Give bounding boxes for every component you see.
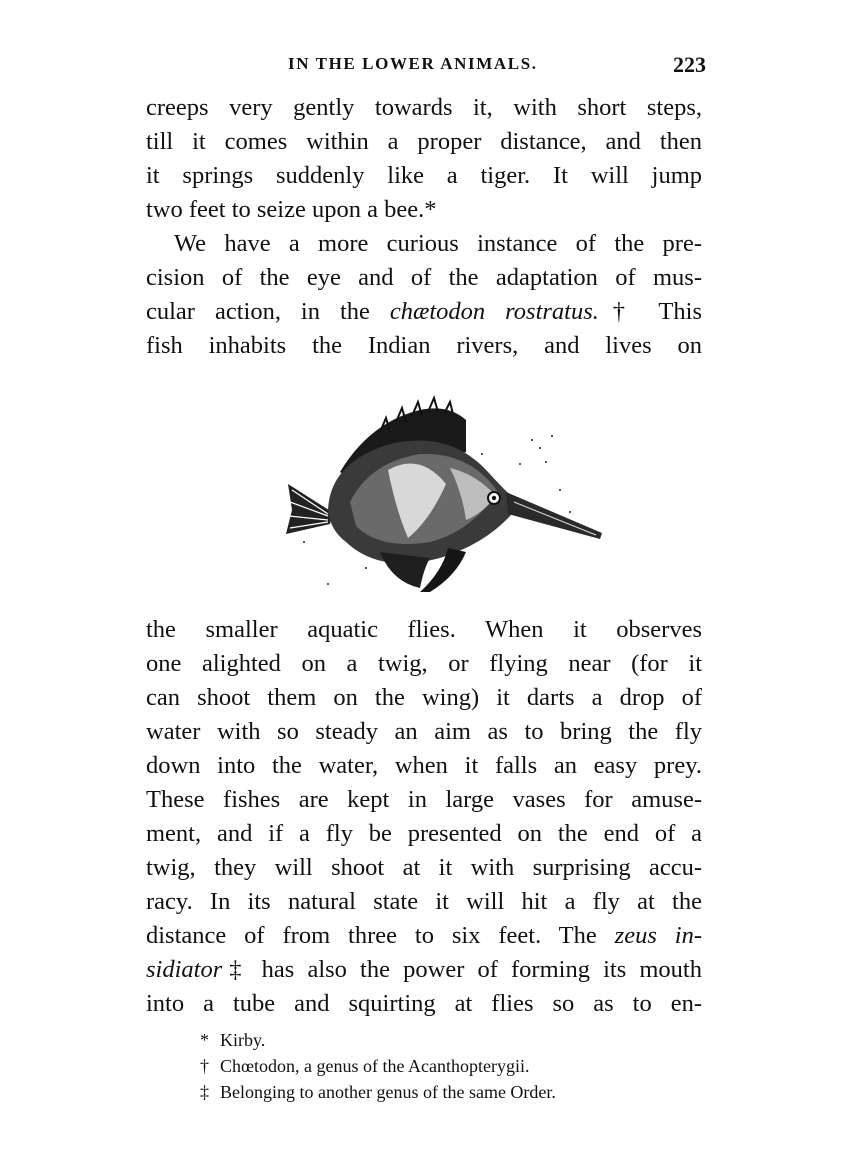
text-line: two feet to seize upon a bee.* bbox=[146, 196, 437, 223]
text-line: can shoot them on the wing) it darts a drop of bbox=[146, 684, 702, 711]
footnote-text: Kirby. bbox=[220, 1030, 266, 1050]
text-line: down into the water, when it falls an easy prey. bbox=[146, 752, 702, 779]
text-line bbox=[146, 919, 702, 953]
text-line: racy. In its natural state it will hit a fly at the bbox=[146, 888, 702, 915]
text-line: We have a more curious instance of the pre- bbox=[174, 230, 702, 257]
footnote-mark: † bbox=[200, 1056, 209, 1076]
footnote bbox=[200, 1028, 265, 1052]
text-run: cular action, in the bbox=[146, 298, 390, 325]
text-run: distance of from three to six feet. The bbox=[146, 922, 615, 949]
text-line: creeps very gently towards it, with short steps, bbox=[146, 94, 702, 121]
text-line: into a tube and squirting at flies so as to en- bbox=[146, 990, 702, 1017]
footnote-mark: ‡ bbox=[200, 1082, 209, 1102]
running-head: IN THE LOWER ANIMALS. bbox=[288, 54, 538, 73]
fish-illustration bbox=[270, 392, 610, 602]
text-run: ‡ has also the power of forming its mouth bbox=[222, 956, 702, 983]
text-line bbox=[146, 295, 702, 329]
page-header bbox=[146, 52, 706, 82]
text-line: cision of the eye and of the adaptation of mus- bbox=[146, 264, 702, 291]
species-name: zeus in- bbox=[614, 922, 702, 949]
text-line: twig, they will shoot at it with surprising accu- bbox=[146, 854, 702, 881]
footnote bbox=[200, 1054, 529, 1078]
text-run: † This bbox=[598, 298, 702, 325]
page-number: 223 bbox=[673, 52, 706, 77]
species-name: sidiator bbox=[146, 956, 223, 983]
text-line bbox=[146, 953, 702, 987]
text-line: ment, and if a fly be presented on the end of a bbox=[146, 820, 702, 847]
text-line: water with so steady an aim as to bring the fly bbox=[146, 718, 702, 745]
text-line: one alighted on a twig, or flying near (for it bbox=[146, 650, 702, 677]
text-line: fish inhabits the Indian rivers, and lives on bbox=[146, 332, 702, 359]
text-line: the smaller aquatic flies. When it observes bbox=[146, 616, 702, 643]
text-line: till it comes within a proper distance, and then bbox=[146, 128, 702, 155]
text-line: it springs suddenly like a tiger. It will jump bbox=[146, 162, 702, 189]
footnote-mark: * bbox=[200, 1030, 209, 1050]
species-name: chætodon rostratus. bbox=[389, 298, 599, 325]
footnote-text: Belonging to another genus of the same Order. bbox=[220, 1082, 556, 1102]
fish-engraving bbox=[270, 392, 610, 602]
footnote-text: Chœtodon, a genus of the Acanthopterygii. bbox=[220, 1056, 530, 1076]
text-line: These fishes are kept in large vases for amuse- bbox=[146, 786, 702, 813]
footnote bbox=[200, 1080, 556, 1104]
